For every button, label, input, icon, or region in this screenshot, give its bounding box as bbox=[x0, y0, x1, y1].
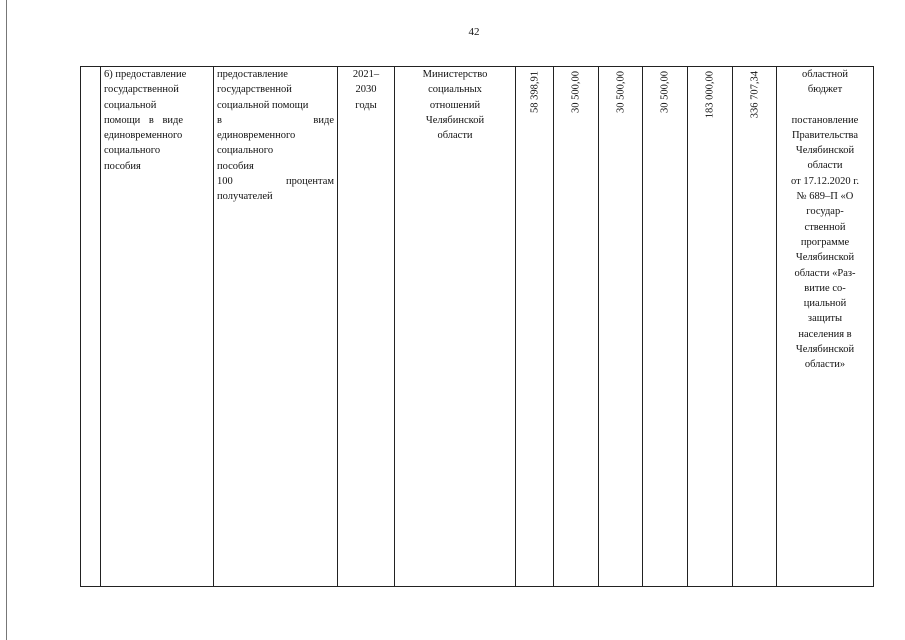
task-line: социальной bbox=[104, 99, 157, 111]
executor-line: Министерство bbox=[422, 69, 488, 80]
amount-cell bbox=[554, 67, 599, 586]
basis-line: от 17.12.2020 г. bbox=[791, 175, 859, 187]
indicator-line bbox=[217, 113, 334, 128]
legal-basis bbox=[777, 113, 873, 373]
task-line: государственной bbox=[104, 84, 179, 96]
basis-line: защиты bbox=[807, 313, 843, 325]
amount-value: 30 500,00 bbox=[659, 71, 671, 113]
task-line: 6) предоставление bbox=[104, 69, 187, 80]
basis-line: циальной bbox=[803, 298, 847, 310]
basis-line: Челябинской bbox=[795, 344, 855, 356]
program-table bbox=[80, 66, 874, 587]
amount-value: 30 500,00 bbox=[570, 71, 582, 113]
indicator-percent: 100 bbox=[217, 176, 233, 188]
indicator-line: социальной помощи bbox=[217, 99, 309, 111]
period-line: годы bbox=[355, 99, 377, 111]
source-line: областной bbox=[802, 69, 848, 80]
indicator-line: социального bbox=[217, 145, 274, 157]
executor-line: Челябинской bbox=[425, 114, 485, 126]
indicator-word: в bbox=[217, 114, 222, 126]
indicator-line: предоставление bbox=[217, 69, 288, 80]
amount-cell bbox=[688, 67, 733, 586]
amount-value: 30 500,00 bbox=[615, 71, 626, 113]
indicator-line: единовременного bbox=[217, 130, 296, 142]
basis-line: ственной bbox=[804, 221, 846, 233]
basis-line: витие со- bbox=[804, 282, 846, 294]
indicator-cell bbox=[214, 67, 338, 586]
period-line: 2030 bbox=[355, 84, 377, 96]
executor-line: отношений bbox=[429, 99, 481, 111]
indicator-text bbox=[214, 67, 337, 205]
executor-line: области bbox=[437, 130, 473, 142]
indicator-line: пособия bbox=[217, 160, 254, 172]
basis-line: № 689–П «О bbox=[796, 191, 854, 203]
period-text bbox=[338, 67, 394, 113]
indicator-percent-unit: процентам bbox=[285, 176, 334, 188]
task-cell bbox=[101, 67, 214, 586]
amount-cell bbox=[599, 67, 643, 586]
period-line: 2021– bbox=[352, 69, 380, 80]
period-cell bbox=[338, 67, 395, 586]
indicator-line: получателей bbox=[217, 191, 273, 203]
indicator-word: виде bbox=[313, 114, 334, 126]
source-basis-cell bbox=[777, 67, 873, 586]
basis-line: населения в bbox=[798, 328, 852, 340]
task-line: социального bbox=[104, 145, 161, 157]
indicator-line bbox=[217, 174, 334, 189]
basis-line: государ- bbox=[806, 206, 844, 218]
source-line: бюджет bbox=[807, 84, 843, 96]
basis-line: Правительства bbox=[791, 129, 859, 141]
page-number: 42 bbox=[468, 26, 480, 38]
task-line: пособия bbox=[104, 160, 141, 172]
amount-value: 183 000,00 bbox=[704, 71, 716, 119]
task-line: помощи в виде bbox=[104, 114, 184, 126]
basis-line: Челябинской bbox=[795, 252, 855, 264]
amount-value: 58 398,91 bbox=[529, 71, 540, 113]
task-text bbox=[101, 67, 213, 174]
funding-source bbox=[777, 67, 873, 98]
basis-line: области bbox=[807, 160, 843, 172]
indicator-line: государственной bbox=[217, 84, 292, 96]
task-line: единовременного bbox=[104, 130, 183, 142]
basis-line: постановление bbox=[791, 114, 859, 126]
basis-line: программе bbox=[800, 236, 850, 248]
basis-line: области «Раз- bbox=[794, 267, 856, 279]
basis-line: области» bbox=[804, 359, 846, 371]
amount-cell bbox=[733, 67, 777, 586]
amount-cell bbox=[516, 67, 554, 586]
binding-margin-line bbox=[6, 0, 7, 640]
executor-line: социальных bbox=[428, 84, 482, 96]
executor-text bbox=[395, 67, 515, 143]
amount-cell bbox=[643, 67, 688, 586]
basis-line: Челябинской bbox=[795, 145, 855, 157]
executor-cell bbox=[395, 67, 516, 586]
table-index-column bbox=[81, 67, 101, 586]
amount-value: 336 707,34 bbox=[749, 71, 760, 119]
